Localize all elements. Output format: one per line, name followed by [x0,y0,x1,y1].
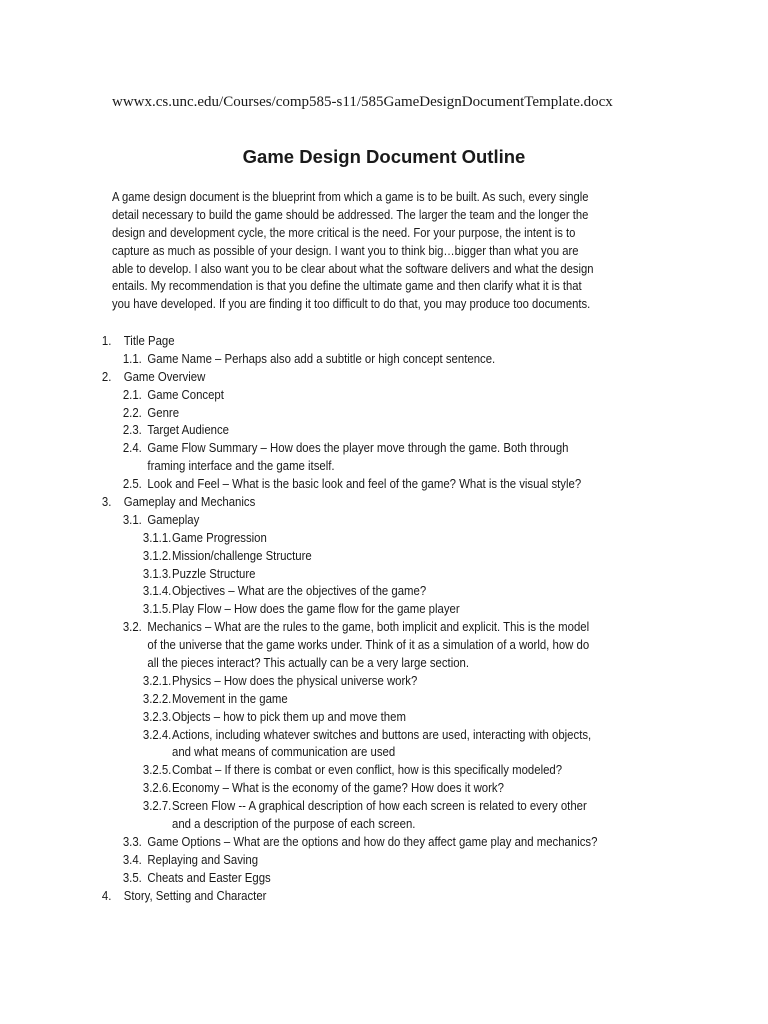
outline-item-number: 2.2. [122,405,142,420]
outline-item-number: 3.1.4. [142,584,172,599]
outline-item [0,494,699,512]
outline-item-number: 2.5. [122,477,142,492]
intro-line: entails. My recommendation is that you define the ultimate game and then clarify what it is that [112,279,582,294]
outline-item-number: 3.4. [122,852,142,867]
outline-item-text: Combat – If there is combat or even conflict, how is this specifically modeled? [171,763,563,778]
outline-item-number: 3.2.6. [142,781,172,796]
outline-item-text: Gameplay and Mechanics [123,495,256,510]
outline-item-number: 3.1.2. [142,548,172,563]
outline-item [0,566,699,584]
outline-item-number: 3.1.5. [142,602,172,617]
outline-item [0,709,699,727]
outline-item-text: Game Options – What are the options and how do they affect game play and mechanics? [147,834,598,849]
outline-item-text: Mission/challenge Structure [171,548,312,563]
outline-item-text: Replaying and Saving [147,852,259,867]
outline-item-text: Game Flow Summary – How does the player move through the game. Both through [147,441,569,456]
intro-paragraph [112,189,672,314]
outline-item-text: Economy – What is the economy of the game? How does it work? [171,781,504,796]
outline-item-number: 1. [101,334,112,348]
outline-item-text: framing interface and the game itself. [147,459,335,474]
outline-item-number: 3.5. [122,870,142,885]
outline-item-number: 3.2.7. [142,799,172,814]
outline-item [0,619,699,637]
outline-item [0,476,699,494]
outline-item-number: 3.2.3. [142,709,172,724]
outline-item-number: 2.3. [122,423,142,438]
document-title: Game Design Document Outline [242,146,526,167]
outline-item-text: and what means of communication are used [171,745,396,760]
outline-item [0,440,699,458]
outline-item-text: and a description of the purpose of each screen. [171,817,416,832]
outline-item [0,727,699,745]
outline-list [0,333,768,906]
outline-item-text: Play Flow – How does the game flow for the game player [171,602,460,617]
outline-item [0,870,699,888]
outline-item-number: 3.1.3. [142,566,172,581]
outline-item-number: 3.2.5. [142,763,172,778]
outline-item-text: Game Progression [171,530,267,545]
outline-item-number: 3. [101,495,112,510]
outline-item-text: Game Overview [123,369,206,384]
outline-item-number: 3.3. [122,834,142,849]
outline-item [0,512,699,530]
outline-item [0,583,699,601]
outline-item-text: Target Audience [147,423,230,438]
outline-item [0,798,699,816]
outline-item [0,387,699,405]
outline-item [0,458,699,476]
outline-item-text: Game Name – Perhaps also add a subtitle or high concept sentence. [147,351,496,366]
outline-item-number: 3.2. [122,620,142,635]
outline-item [0,637,699,655]
outline-item-text: Game Concept [147,387,224,402]
outline-item-text: of the universe that the game works under. Think of it as a simulation of a world, how do [147,638,590,653]
outline-item [0,691,699,709]
outline-item-text: Actions, including whatever switches and buttons are used, interacting with objects, [171,727,592,742]
outline-item-text: Puzzle Structure [171,566,256,581]
outline-item-number: 3.2.1. [142,673,172,688]
outline-item [0,655,699,673]
outline-item-number: 2.4. [122,441,142,456]
outline-item [0,852,699,870]
outline-item-text: Title Page [123,334,175,348]
outline-item-text: Genre [147,405,180,420]
outline-item-text: Cheats and Easter Eggs [147,870,271,885]
document-url: wwwx.cs.unc.edu/Courses/comp585-s11/585GameDesignDocumentTemplate.docx [112,94,613,110]
outline-item [0,601,699,619]
intro-line: A game design document is the blueprint from which a game is to be built. As such, every single [112,190,589,204]
intro-line: detail necessary to build the game should be addressed. The larger the team and the longer the [112,207,589,222]
outline-item [0,369,699,387]
outline-item [0,405,699,423]
outline-item [0,762,699,780]
outline-item-text: Look and Feel – What is the basic look and feel of the game? What is the visual style? [147,477,582,492]
outline-item-text: all the pieces interact? This actually can be a very large section. [147,656,470,671]
outline-item-text: Objectives – What are the objectives of the game? [171,584,427,599]
outline-item [0,530,699,548]
outline-item-text: Mechanics – What are the rules to the game, both implicit and explicit. This is the model [147,620,590,635]
outline-item [0,780,699,798]
outline-item-number: 3.1. [122,512,142,527]
outline-item-number: 2. [101,369,112,384]
outline-item [0,351,699,369]
intro-line: design and development cycle, the more critical is the need. For your purpose, the intent is to [112,225,576,240]
outline-item-text: Objects – how to pick them up and move them [171,709,406,724]
outline-item [0,422,699,440]
outline-item [0,744,699,762]
outline-item-text: Gameplay [147,512,200,527]
outline-item [0,834,699,852]
outline-item-number: 3.1.1. [142,530,172,545]
outline-item-number: 2.1. [122,387,142,402]
intro-line: able to develop. I also want you to be clear about what the software delivers and what the design [112,261,594,276]
outline-item-number: 3.2.2. [142,691,172,706]
intro-line: you have developed. If you are finding it too difficult to do that, you may produce too documents. [112,297,591,312]
outline-item-number: 4. [101,888,112,903]
outline-item-number: 1.1. [122,351,142,366]
outline-item-text: Screen Flow -- A graphical description of how each screen is related to every other [171,799,587,814]
outline-item-text: Physics – How does the physical universe work? [171,673,418,688]
outline-item-text: Story, Setting and Character [123,888,267,903]
outline-item-text: Movement in the game [171,691,288,706]
outline-item [0,333,699,351]
outline-item [0,548,699,566]
outline-item [0,673,699,691]
intro-line: capture as much as possible of your design. I want you to think big…bigger than what you are [112,243,579,258]
outline-item-number: 3.2.4. [142,727,172,742]
outline-item [0,888,699,906]
outline-item [0,816,699,834]
